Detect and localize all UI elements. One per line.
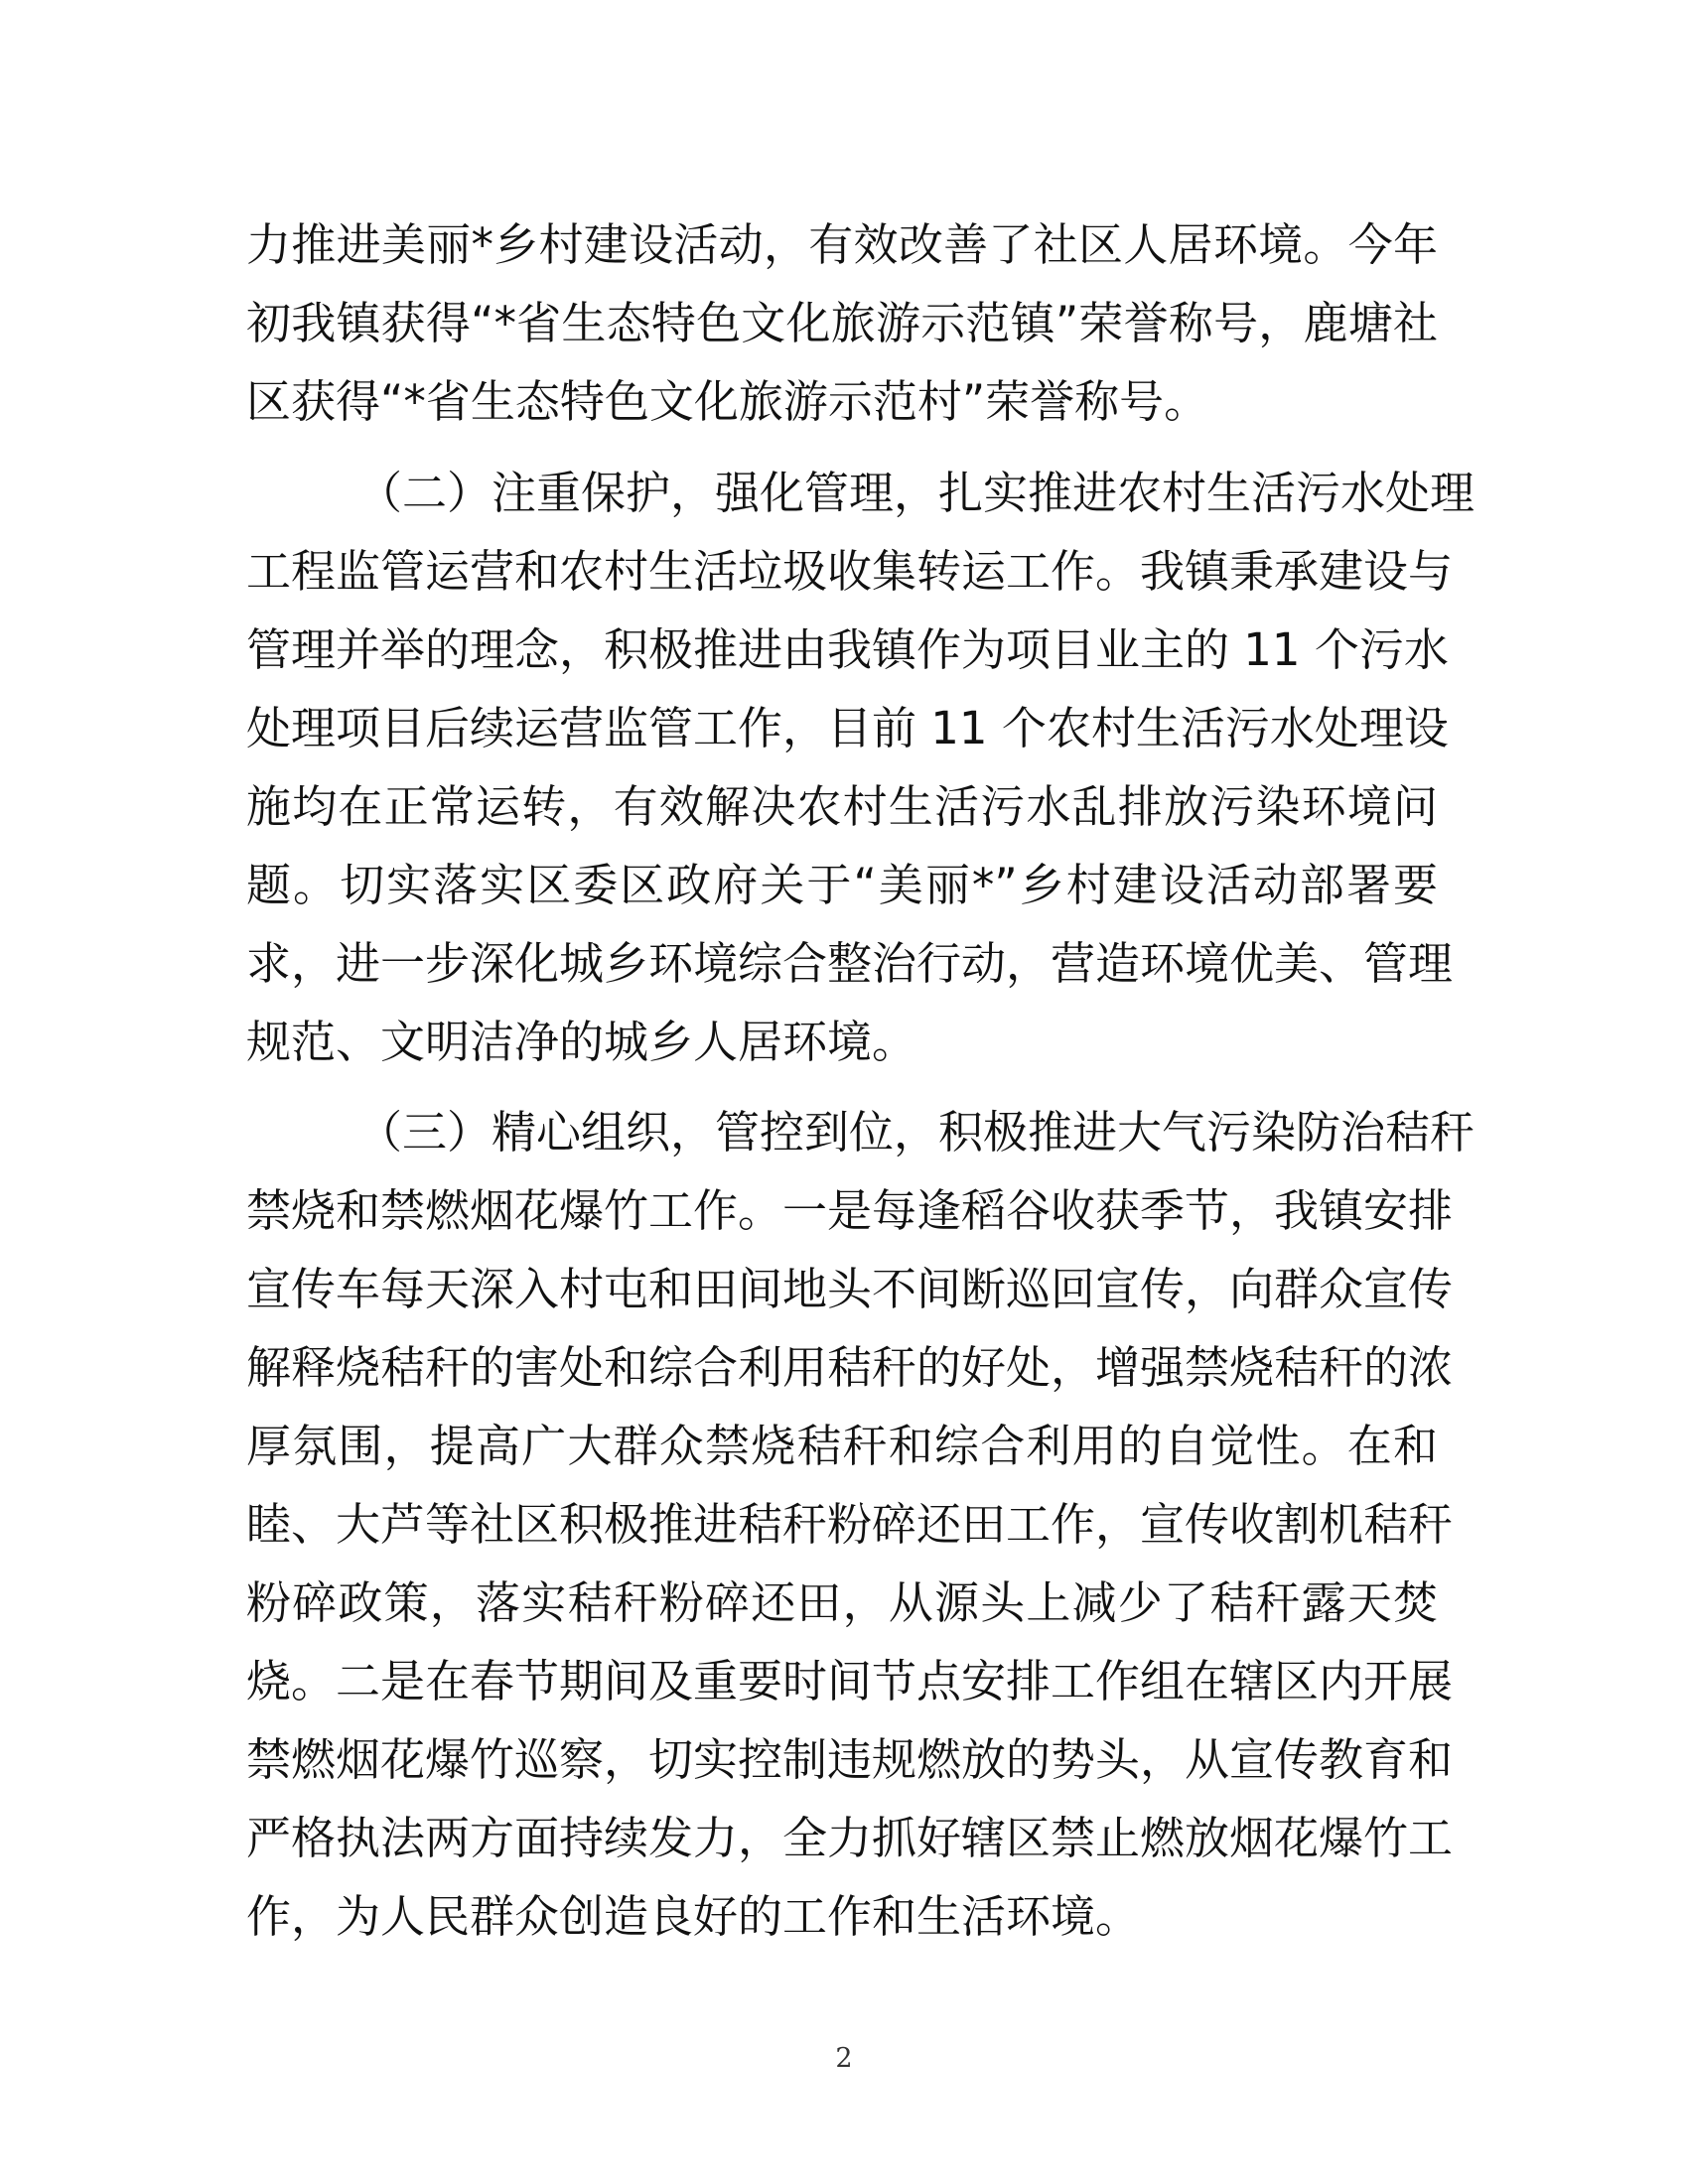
text-line: 工程监管运营和农村生活垃圾收集转运工作。我镇秉承建设与	[246, 545, 1454, 598]
section-heading-line: （三）精心组织，管控到位，积极推进大气污染防治秸秆	[357, 1106, 1476, 1159]
text-line: 禁烧和禁燃烟花爆竹工作。一是每逢稻谷收获季节，我镇安排	[246, 1184, 1454, 1237]
text-line: 厚氛围，提高广大群众禁烧秸秆和综合利用的自觉性。在和	[246, 1420, 1438, 1472]
text-line: 区获得“*省生态特色文化旅游示范村”荣誉称号。	[246, 375, 1209, 428]
paragraph-continuation	[246, 205, 1438, 441]
text-line: 初我镇获得“*省生态特色文化旅游示范镇”荣誉称号，鹿塘社	[246, 297, 1438, 349]
text-line: 解释烧秸秆的害处和综合利用秸秆的好处，增强禁烧秸秆的浓	[246, 1341, 1454, 1394]
text-line: 作，为人民群众创造良好的工作和生活环境。	[246, 1890, 1141, 1943]
text-line: 施均在正常运转，有效解决农村生活污水乱排放污染环境问	[246, 780, 1438, 833]
text-line: 烧。二是在春节期间及重要时间节点安排工作组在辖区内开展	[246, 1655, 1454, 1707]
text-line: 宣传车每天深入村屯和田间地头不间断巡回宣传，向群众宣传	[246, 1263, 1454, 1315]
section-heading-line: （二）注重保护，强化管理，扎实推进农村生活污水处理	[357, 467, 1476, 519]
text-line: 规范、文明洁净的城乡人居环境。	[246, 1016, 917, 1068]
paragraph-section-2	[246, 454, 1476, 1081]
text-line: 禁燃烟花爆竹巡察，切实控制违规燃放的势头，从宣传教育和	[246, 1733, 1454, 1786]
text-line: 力推进美丽*乡村建设活动，有效改善了社区人居环境。今年	[246, 218, 1438, 271]
text-line: 睦、大芦等社区积极推进秸秆粉碎还田工作，宣传收割机秸秆	[246, 1498, 1454, 1551]
text-line: 管理并举的理念，积极推进由我镇作为项目业主的 11 个污水	[246, 623, 1449, 676]
text-line: 处理项目后续运营监管工作，目前 11 个农村生活污水处理设	[246, 702, 1449, 754]
page-number: 2	[835, 2043, 853, 2074]
paragraph-section-3	[246, 1093, 1476, 1956]
text-line: 严格执法两方面持续发力，全力抓好辖区禁止燃放烟花爆竹工	[246, 1812, 1454, 1864]
text-line: 求，进一步深化城乡环境综合整治行动，营造环境优美、管理	[246, 937, 1454, 990]
text-line: 粉碎政策，落实秸秆粉碎还田，从源头上减少了秸秆露天焚	[246, 1576, 1438, 1629]
text-line: 题。切实落实区委区政府关于“美丽*”乡村建设活动部署要	[246, 859, 1438, 911]
